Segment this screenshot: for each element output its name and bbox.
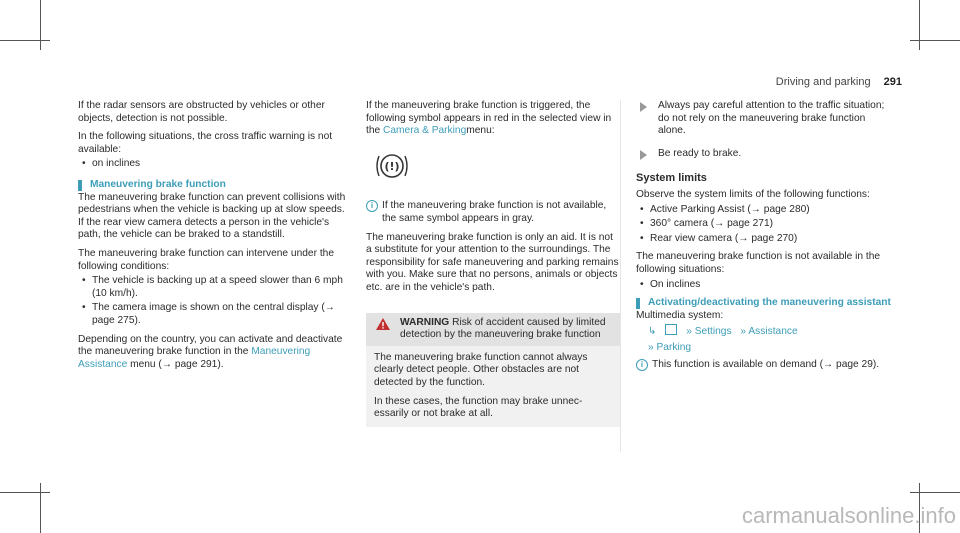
column-1 (78, 100, 348, 377)
crop-mark (919, 0, 920, 50)
paragraph: The maneuvering brake function is only an aid. It is not a substitute for your attention to the surroundings. The responsibility for safe maneuvering and parking remains with you. Make sure that no persons, animals or objects etc. are in the vehicle's path. (366, 231, 619, 293)
navigation-path (636, 324, 894, 339)
crop-mark (0, 40, 50, 41)
info-icon: i (366, 200, 378, 212)
watermark: carmanualsonline.info (741, 503, 956, 528)
column-3 (636, 100, 894, 371)
paragraph: Depending on the country, you can activate and deactivate the maneuvering brake function in the Maneuvering Assistance menu (→ page 291). (78, 333, 343, 370)
section-bar-icon (78, 180, 82, 191)
section-title: Activating/deactivating the maneuvering assistant (648, 297, 891, 309)
instruction-item: Always pay careful attention to the traffic situation; do not rely on the maneuvering brake function alone. (636, 100, 894, 138)
chevron-icon: » (648, 341, 654, 353)
paragraph: Observe the system limits of the following functions: (636, 188, 870, 200)
list-item: • 360° camera (→ page 271) (636, 218, 894, 231)
crop-mark (40, 0, 41, 50)
warning-label: WARNING (400, 316, 450, 328)
chevron-icon: » (740, 326, 747, 338)
list-item: • Active Parking Assist (→ page 280) (636, 204, 894, 217)
header-title: Driving and parking (775, 76, 871, 88)
nav-settings[interactable]: Settings (694, 326, 732, 338)
section-heading (636, 297, 894, 310)
crop-mark (40, 483, 41, 533)
section-heading (78, 179, 348, 192)
paragraph: The maneuvering brake function is not available in the following situations: (636, 251, 881, 275)
instruction-item: Be ready to brake. (636, 148, 894, 161)
crop-mark (910, 492, 960, 493)
paragraph: If the radar sensors are obstructed by vehicles or other objects, detection is not possible. (78, 100, 325, 124)
warning-triangle-icon (376, 318, 390, 335)
section-title: Maneuvering brake function (90, 178, 226, 190)
crop-mark (910, 40, 960, 41)
info-icon: i (636, 359, 648, 371)
multimedia-label: Multimedia system: (636, 309, 724, 321)
crop-mark (0, 492, 50, 493)
list-item: • The camera image is shown on the central display (→ page 275). (78, 302, 348, 327)
paragraph: If the maneuvering brake function is triggered, the following symbol appears in red in the selected view in the Camera & Parkingmenu: (366, 100, 612, 137)
symbol-text: (!) (384, 159, 400, 173)
paragraph: The maneuvering brake function can intervene under the following conditions: (78, 247, 334, 272)
warning-title: Risk of accident caused by limited detection by the maneuvering brake function (400, 316, 606, 341)
enter-arrow-icon: ↳ (648, 326, 657, 338)
page-number: 291 (883, 76, 902, 88)
navigation-path (636, 342, 894, 355)
note: i This function is available on demand (→ page 29). (636, 359, 894, 372)
note: i If the maneuvering brake function is not available, the same symbol appears in gray. (366, 200, 620, 225)
list-item: • On inclines (636, 279, 894, 292)
section-heading: System limits (636, 172, 707, 185)
menu-link[interactable]: Camera & Parking (383, 125, 467, 137)
page-header (776, 76, 902, 88)
paragraph: The maneuvering brake function can prevent collisions with pedestrians when the vehicle is backing up at slow speeds. If the rear view camera detects a person in the vehicle's path, the vehicle can be braked to a standstill. (78, 191, 346, 241)
paragraph: The maneuvering brake function cannot always clearly detect people. Other obstacles are not detected by the function. (374, 351, 588, 388)
section-bar-icon (636, 298, 640, 309)
paragraph: In these cases, the function may brake unnecessarily or not brake at all. (374, 395, 583, 420)
nav-assistance[interactable]: Assistance (748, 326, 798, 338)
triangle-bullet-icon (640, 150, 647, 160)
menu-link[interactable]: Maneuvering Assistance (78, 346, 311, 370)
paragraph: In the following situations, the cross traffic warning is not available: (78, 131, 333, 155)
column-2 (366, 100, 620, 427)
brake-warning-symbol-icon (374, 148, 620, 189)
warning-header (366, 313, 620, 346)
home-icon[interactable] (665, 324, 677, 335)
list-item: • on inclines (78, 158, 348, 171)
list-item: • The vehicle is backing up at a speed slower than 6 mph (10 km/h). (78, 275, 348, 300)
warning-box (366, 313, 620, 427)
list-item: • Rear view camera (→ page 270) (636, 233, 894, 246)
triangle-bullet-icon (640, 102, 647, 112)
nav-parking[interactable]: Parking (656, 341, 692, 353)
column-divider (620, 100, 621, 452)
chevron-icon: » (686, 326, 692, 338)
